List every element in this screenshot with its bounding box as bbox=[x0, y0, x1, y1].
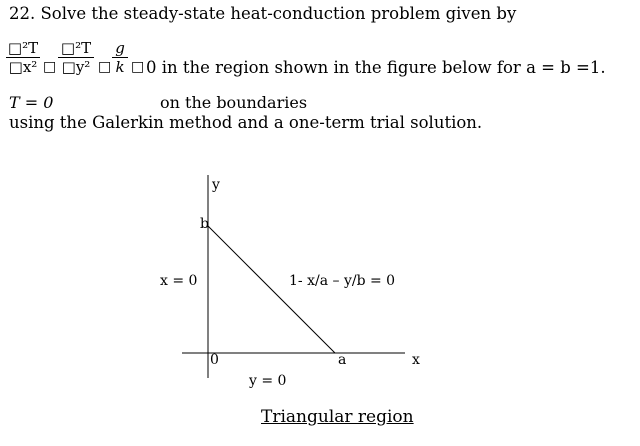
b-intercept-label: b bbox=[200, 216, 209, 232]
boundary-condition-lhs: T = 0 bbox=[9, 93, 54, 112]
origin-label: 0 bbox=[210, 352, 219, 368]
left-edge-label: x = 0 bbox=[160, 273, 198, 289]
x-axis-label: x bbox=[412, 352, 420, 368]
operator-glyph: □ bbox=[43, 59, 57, 75]
hypotenuse-line bbox=[208, 226, 335, 353]
a-intercept-label: a bbox=[338, 352, 347, 368]
problem-statement-line: 22. Solve the steady-state heat-conduction problem given by bbox=[9, 4, 517, 23]
k-denominator: k bbox=[115, 58, 125, 76]
y-axis-label: y bbox=[212, 177, 220, 193]
boundary-condition-text: on the boundaries bbox=[160, 93, 308, 112]
d2T-numerator: □²T bbox=[7, 39, 39, 57]
pde-rhs-text: 0 in the region shown in the figure below for a = b =1. bbox=[146, 58, 606, 77]
d2T-numerator: □²T bbox=[58, 40, 94, 58]
g-numerator: g bbox=[112, 40, 128, 58]
dx2-denominator: □x² bbox=[8, 58, 38, 76]
method-line: using the Galerkin method and a one-term trial solution. bbox=[9, 113, 483, 132]
operator-glyph: □ bbox=[131, 59, 145, 75]
dy2-denominator: □y² bbox=[61, 58, 91, 76]
operator-glyph: □ bbox=[98, 59, 112, 75]
bottom-edge-label: y = 0 bbox=[249, 373, 287, 389]
hypotenuse-label: 1- x/a – y/b = 0 bbox=[289, 273, 396, 289]
figure-caption: Triangular region bbox=[261, 407, 414, 427]
